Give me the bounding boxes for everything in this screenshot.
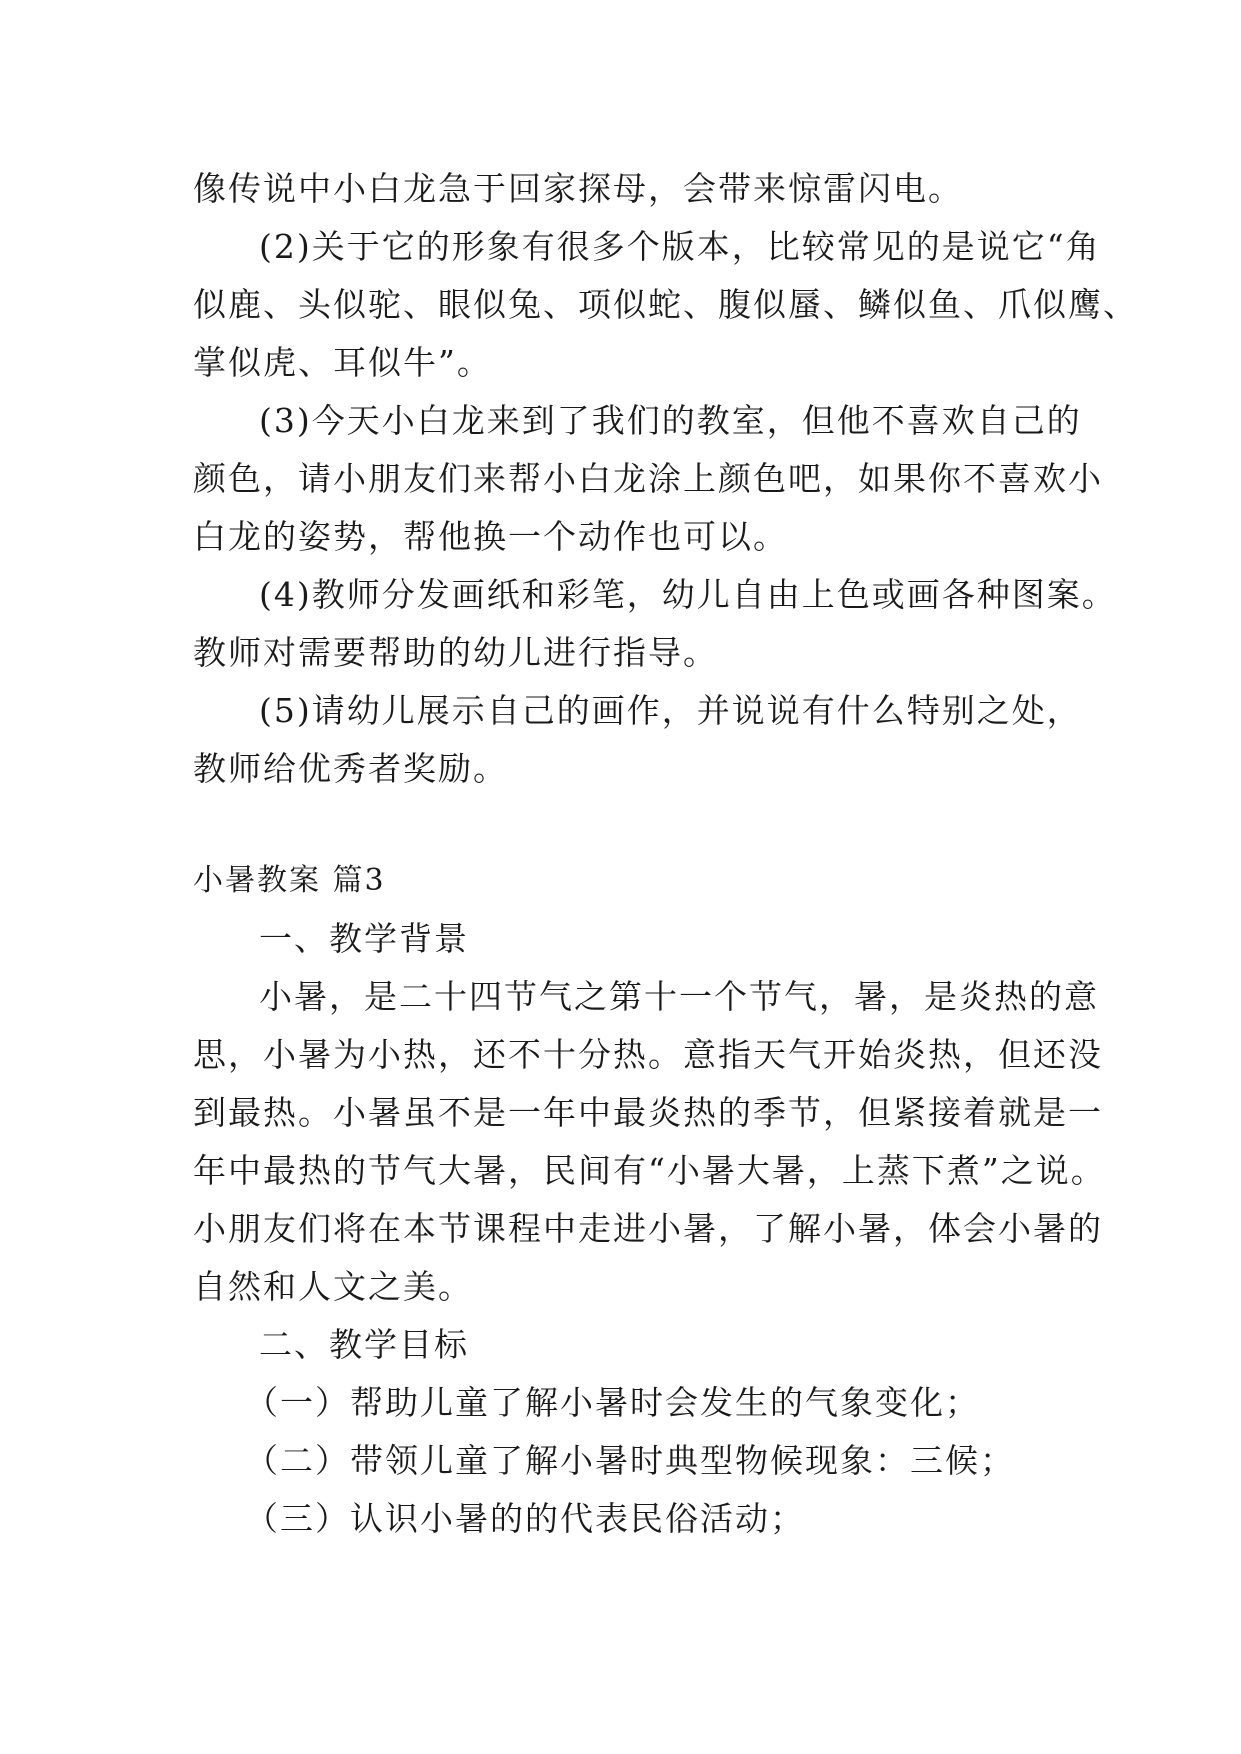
paragraph-line: 思，小暑为小热，还不十分热。意指天气开始炎热，但还没 [193, 1035, 1103, 1074]
paragraph-line: 似鹿、头似驼、眼似兔、项似蛇、腹似蜃、鳞似鱼、爪似鹰、 [193, 285, 1138, 324]
goal-item: （二）带领儿童了解小暑时典型物候现象：三候； [245, 1441, 1015, 1480]
document-page [193, 160, 1138, 1548]
paragraph-line: 掌似虎、耳似牛”。 [193, 343, 492, 382]
paragraph-line: (2)关于它的形象有很多个版本，比较常见的是说它“角 [259, 227, 1101, 266]
goal-item: （一）帮助儿童了解小暑时会发生的气象变化； [245, 1383, 980, 1422]
paragraph-line: 教师给优秀者奖励。 [193, 749, 508, 788]
paragraph-line: 自然和人文之美。 [193, 1267, 473, 1306]
paragraph-line: 到最热。小暑虽不是一年中最炎热的季节，但紧接着就是一 [193, 1093, 1103, 1132]
paragraph-line: 小暑，是二十四节气之第十一个节气，暑，是炎热的意 [259, 977, 1099, 1016]
paragraph-line: (5)请幼儿展示自己的画作，并说说有什么特别之处， [259, 691, 1082, 730]
heading-teaching-background: 一、教学背景 [259, 919, 469, 958]
paragraph-line: 教师对需要帮助的幼儿进行指导。 [193, 633, 718, 672]
goal-item: （三）认识小暑的的代表民俗活动； [245, 1499, 805, 1538]
paragraph-line: 白龙的姿势，帮他换一个动作也可以。 [193, 517, 788, 556]
paragraph-line: 像传说中小白龙急于回家探母，会带来惊雷闪电。 [193, 169, 963, 208]
paragraph-line: (4)教师分发画纸和彩笔，幼儿自由上色或画各种图案。 [259, 575, 1117, 614]
paragraph-line: 小朋友们将在本节课程中走进小暑，了解小暑，体会小暑的 [193, 1209, 1103, 1248]
paragraph-line: (3)今天小白龙来到了我们的教室，但他不喜欢自己的 [259, 401, 1082, 440]
section-title: 小暑教案 篇3 [193, 863, 386, 898]
paragraph-line: 年中最热的节气大暑，民间有“小暑大暑，上蒸下煮”之说。 [193, 1151, 1106, 1190]
paragraph-line: 颜色，请小朋友们来帮小白龙涂上颜色吧，如果你不喜欢小 [193, 459, 1103, 498]
heading-teaching-goals: 二、教学目标 [259, 1325, 469, 1364]
section-gap [193, 798, 1073, 852]
